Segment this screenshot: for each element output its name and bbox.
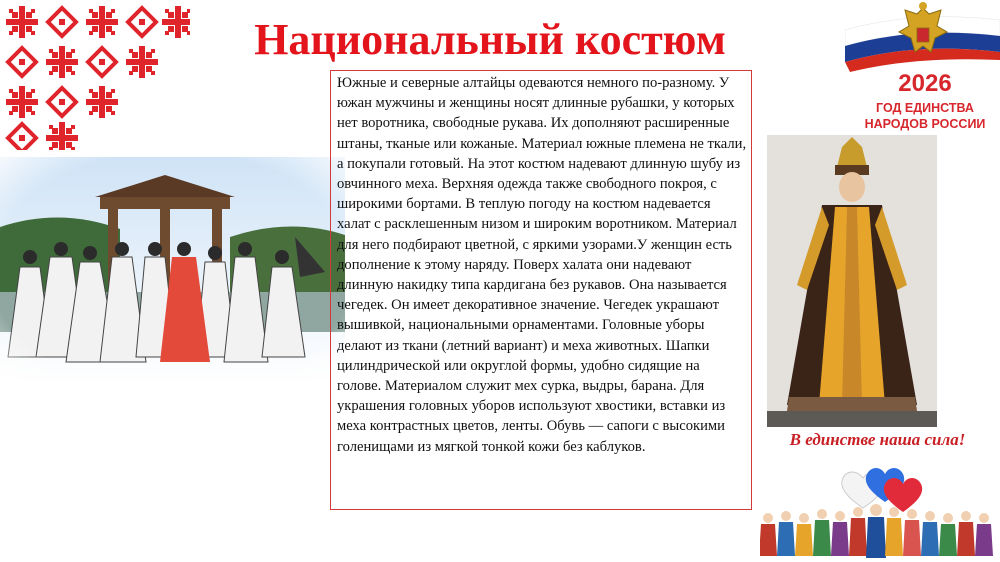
double-headed-eagle-emblem-icon [845,0,1000,80]
folk-dolls-icon [760,500,1000,562]
year-badge-subtitle [845,100,1000,132]
group-costume-photo [0,157,345,385]
woman-costume-photo [767,135,937,427]
ornament-pattern-icon [0,0,190,150]
description-text-box [330,70,752,510]
slogan-text: В единстве наша сила! [789,430,966,449]
description-paragraph: Южные и северные алтайцы одеваются немного по-разному. У южан мужчины и женщины носят длинные рубашки, у которых нет воротника, свободные рукава. Их дополняют расширенные штаны, тканые или кожаные. Материал южные племена не ткали, а покупали готовый. На этот костюм надевают длинную шубу из овчинного меха. Верхняя одежда также свободного покроя, с широкими бортами. В теплую погоду на костюм надевается халат с расклешенным низом и широким воротником. Материал для него подбирают цветной, с яркими узорами.У женщин есть дополнение к этому наряду. Поверх халата они надевают длинную накидку типа кардигана без рукавов. Она называется чегедек. Он имеет декоративное значение. Чегедек украшают вышивкой, национальными орнаментами. Головные уборы делают из ткани (летний вариант) и меха животных. Шапки цилиндрической или округлой формы, удобно сидящие на голове. Материалом служит мех сурка, выдры, барана. Для украшения головных уборов используют хвостики, вставки из меха контрастных цветов, ленты. Обувь — сапоги с высокими голенищами из мягкой тонкой кожи без каблуков. [337,75,747,455]
slide-title: Национальный костюм [254,15,726,64]
year-badge-subtitle-line1: ГОД ЕДИНСТВА [876,101,974,115]
year-badge-subtitle-line2: НАРОДОВ РОССИИ [864,117,986,131]
year-badge: 2026 [898,70,952,97]
